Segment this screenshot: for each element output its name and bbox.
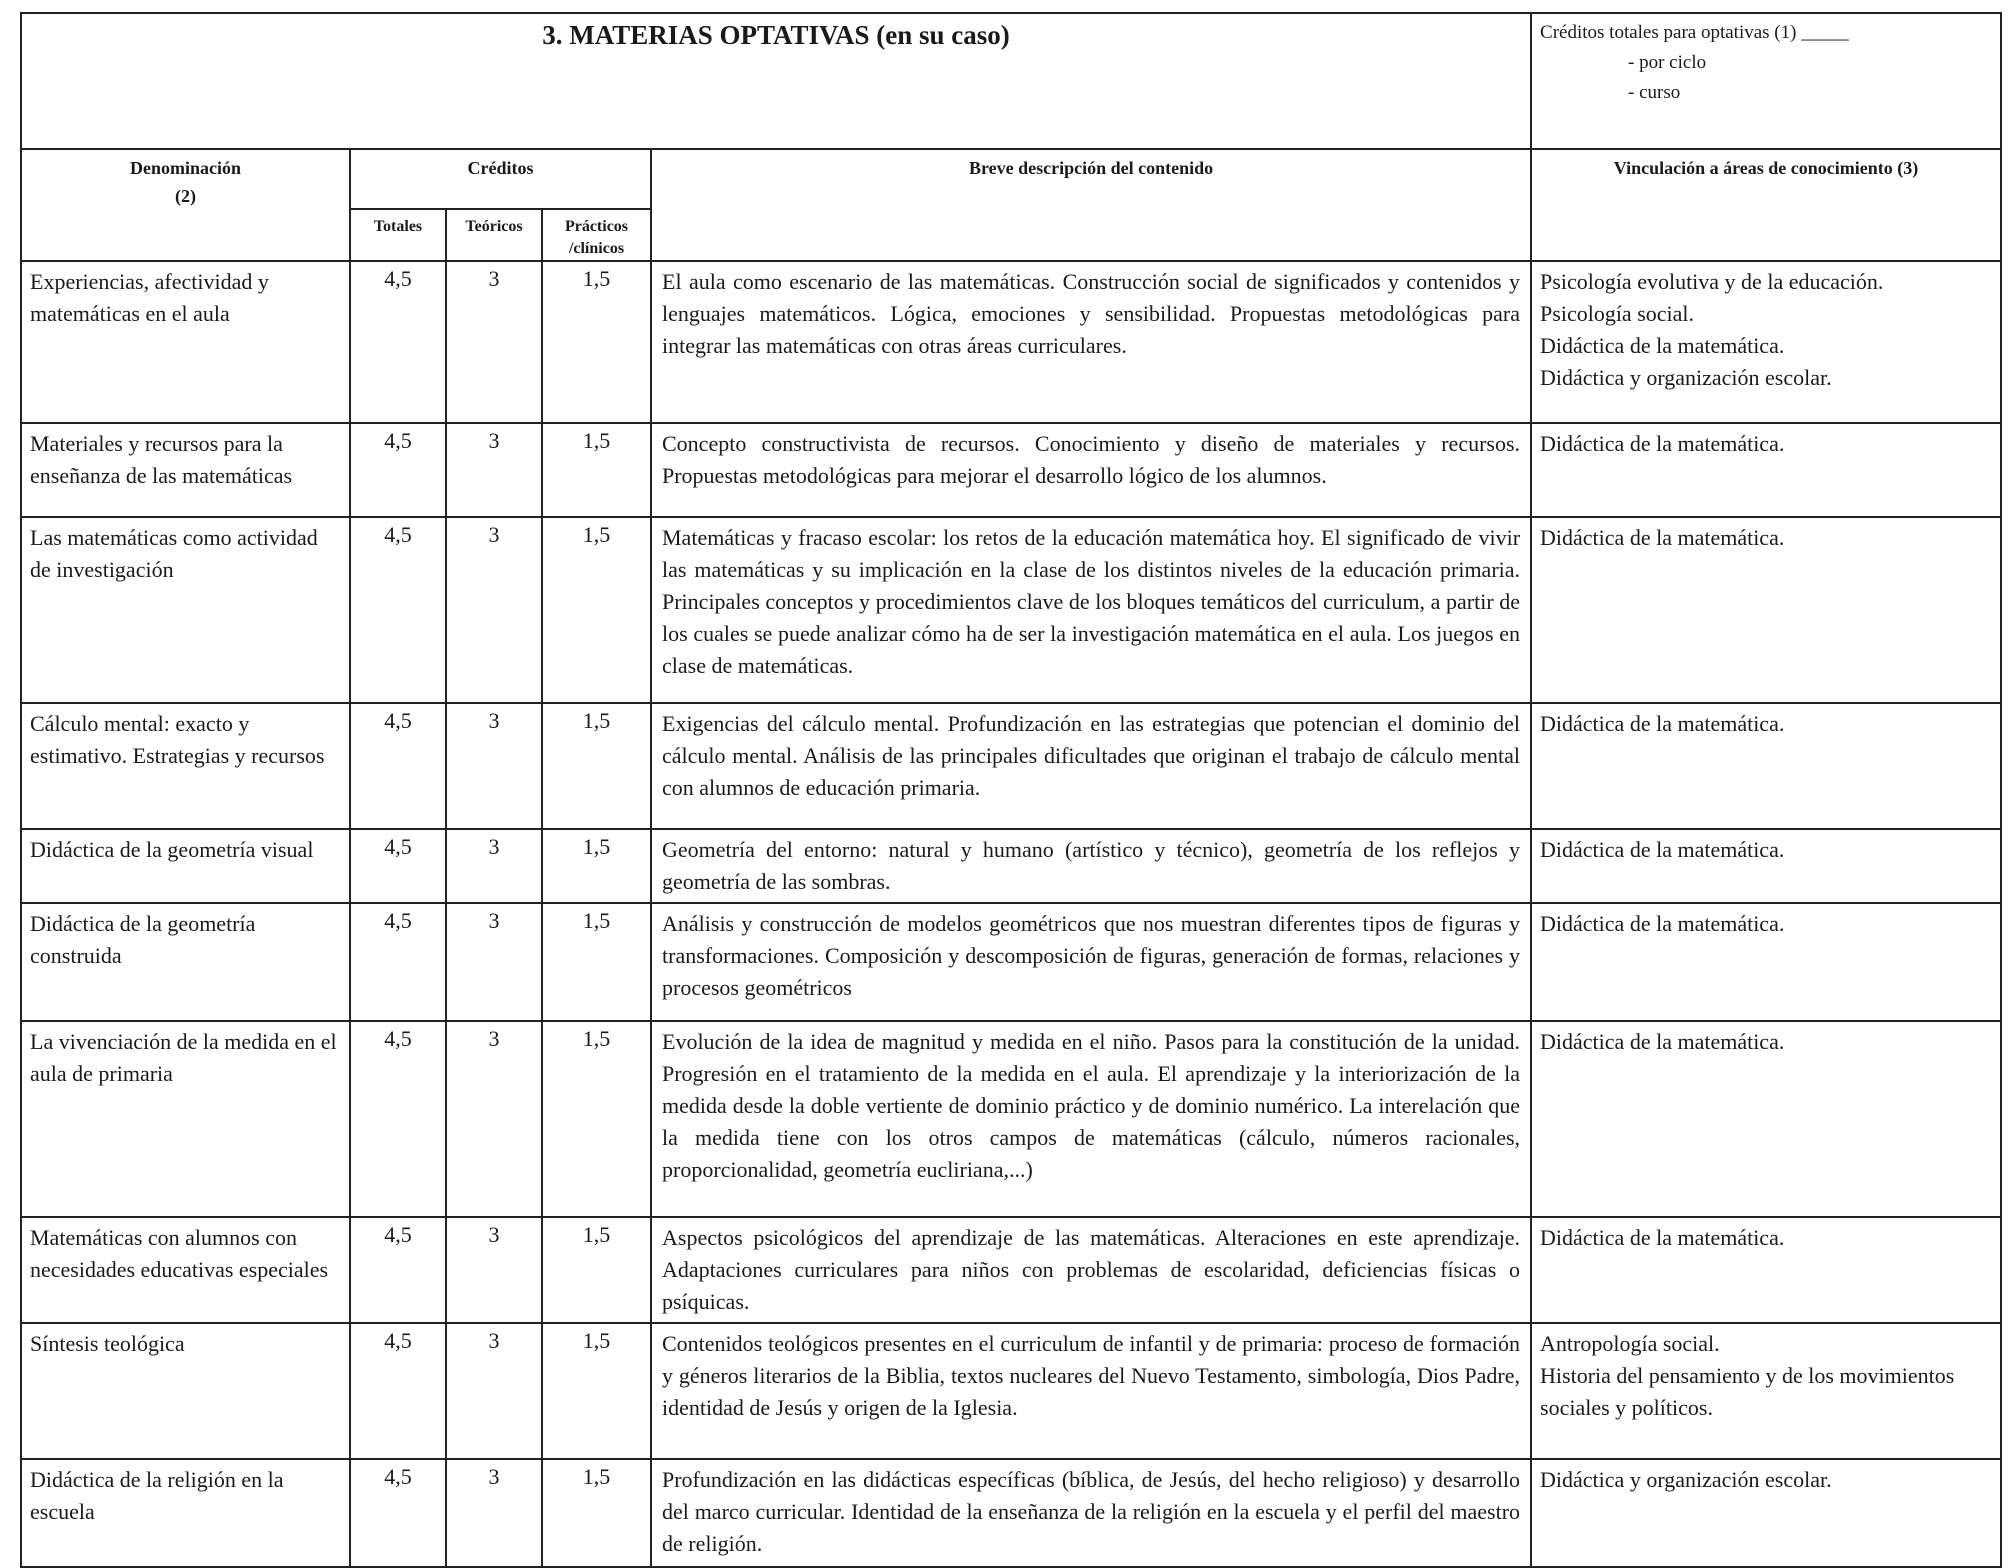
descripcion-header: Breve descripción del contenido (651, 149, 1531, 261)
area-conocimiento: Didáctica de la matemática. (1540, 837, 1785, 862)
creditos-totales-box (1531, 13, 2001, 149)
area-conocimiento-cell (1531, 423, 2001, 517)
creditos-totales: 4,5 (350, 1021, 446, 1217)
creditos-totales: 4,5 (350, 903, 446, 1021)
denominacion-label: Denominación (129, 158, 241, 178)
creditos-teoricos: 3 (446, 517, 542, 703)
denominacion-header (21, 149, 350, 261)
table-row (21, 1217, 2001, 1323)
materia-description: Geometría del entorno: natural y humano (artístico y técnico), geometría de los reflejos y geometría de las sombras. (651, 829, 1531, 903)
area-conocimiento: Historia del pensamiento y de los movimientos sociales y políticos. (1540, 1363, 1955, 1420)
table-row (21, 903, 2001, 1021)
area-conocimiento: Didáctica de la matemática. (1540, 431, 1785, 456)
materia-name: Didáctica de la geometría visual (21, 829, 350, 903)
materia-description: Exigencias del cálculo mental. Profundización en las estrategias que potencian el dominio del cálculo mental. Análisis de las principales dificultades que originan el trabajo de cálculo mental con alumnos de educación primaria. (651, 703, 1531, 829)
creditos-teoricos: 3 (446, 829, 542, 903)
creditos-teoricos: 3 (446, 703, 542, 829)
table-row (21, 261, 2001, 423)
column-header-row (21, 149, 2001, 209)
materia-name: Las matemáticas como actividad de investigación (21, 517, 350, 703)
materia-name: Didáctica de la geometría construida (21, 903, 350, 1021)
creditos-teoricos: 3 (446, 261, 542, 423)
area-conocimiento-cell (1531, 903, 2001, 1021)
creditos-practicos: 1,5 (542, 261, 651, 423)
area-conocimiento: Didáctica y organización escolar. (1540, 1467, 1832, 1492)
materia-description: El aula como escenario de las matemáticas. Construcción social de significados y contenidos y lenguajes matemáticos. Lógica, emociones y sensibilidad. Propuestas metodológicas para integrar las matemáticas con otras áreas curriculares. (651, 261, 1531, 423)
section-title: 3. MATERIAS OPTATIVAS (en su caso) (21, 13, 1531, 149)
materia-description: Contenidos teológicos presentes en el curriculum de infantil y de primaria: proceso de formación y géneros literarios de la Biblia, textos nucleares del Nuevo Testamento, simbología, Dios Padre, identidad de Jesús y origen de la Iglesia. (651, 1323, 1531, 1459)
area-conocimiento-cell (1531, 517, 2001, 703)
curso-label: - curso (1628, 82, 1681, 103)
materia-name: La vivenciación de la medida en el aula de primaria (21, 1021, 350, 1217)
creditos-totales: 4,5 (350, 1323, 446, 1459)
area-conocimiento: Didáctica de la matemática. (1540, 711, 1785, 736)
creditos-teoricos: 3 (446, 1459, 542, 1567)
area-conocimiento: Psicología social. (1540, 301, 1695, 326)
creditos-totales: 4,5 (350, 703, 446, 829)
title-row (21, 13, 2001, 149)
creditos-totales: 4,5 (350, 261, 446, 423)
creditos-practicos: 1,5 (542, 903, 651, 1021)
practicos-header: Prácticos /clínicos (542, 209, 651, 261)
table-row (21, 423, 2001, 517)
creditos-totales: 4,5 (350, 517, 446, 703)
creditos-totales: 4,5 (350, 1217, 446, 1323)
creditos-practicos: 1,5 (542, 703, 651, 829)
creditos-totales-label: Créditos totales para optativas (1) _____ (1540, 22, 1849, 43)
area-conocimiento: Didáctica de la matemática. (1540, 525, 1785, 550)
table-row (21, 1021, 2001, 1217)
area-conocimiento: Didáctica de la matemática. (1540, 1225, 1785, 1250)
area-conocimiento: Didáctica de la matemática. (1540, 333, 1785, 358)
table-row (21, 517, 2001, 703)
area-conocimiento-cell (1531, 1217, 2001, 1323)
creditos-practicos: 1,5 (542, 423, 651, 517)
materia-name: Materiales y recursos para la enseñanza de las matemáticas (21, 423, 350, 517)
totales-header: Totales (350, 209, 446, 261)
creditos-teoricos: 3 (446, 1021, 542, 1217)
por-ciclo-label: - por ciclo (1628, 52, 1707, 73)
creditos-practicos: 1,5 (542, 1021, 651, 1217)
materia-description: Matemáticas y fracaso escolar: los retos de la educación matemática hoy. El significado de vivir las matemáticas y su implicación en la clase de los distintos niveles de la educación primaria. Principales conceptos y procedimientos clave de los bloques temáticos del curriculum, a partir de los cuales se puede analizar cómo ha de ser la investigación matemática en el aula. Los juegos en clase de matemáticas. (651, 517, 1531, 703)
materia-description: Concepto constructivista de recursos. Conocimiento y diseño de materiales y recursos. Propuestas metodológicas para mejorar el desarrollo lógico de los alumnos. (651, 423, 1531, 517)
vinculacion-header: Vinculación a áreas de conocimiento (3) (1531, 149, 2001, 261)
materia-name: Síntesis teológica (21, 1323, 350, 1459)
area-conocimiento: Antropología social. (1540, 1331, 1720, 1356)
area-conocimiento: Didáctica de la matemática. (1540, 1029, 1785, 1054)
area-conocimiento-cell (1531, 1459, 2001, 1567)
materia-name: Cálculo mental: exacto y estimativo. Estrategias y recursos (21, 703, 350, 829)
creditos-teoricos: 3 (446, 1323, 542, 1459)
table-row (21, 829, 2001, 903)
area-conocimiento-cell (1531, 1323, 2001, 1459)
table-row (21, 1323, 2001, 1459)
creditos-totales: 4,5 (350, 423, 446, 517)
materia-name: Experiencias, afectividad y matemáticas en el aula (21, 261, 350, 423)
area-conocimiento-cell (1531, 703, 2001, 829)
area-conocimiento: Psicología evolutiva y de la educación. (1540, 269, 1884, 294)
creditos-totales: 4,5 (350, 829, 446, 903)
creditos-practicos: 1,5 (542, 1459, 651, 1567)
creditos-practicos: 1,5 (542, 517, 651, 703)
creditos-practicos: 1,5 (542, 829, 651, 903)
creditos-teoricos: 3 (446, 903, 542, 1021)
area-conocimiento-cell (1531, 1021, 2001, 1217)
creditos-practicos: 1,5 (542, 1217, 651, 1323)
creditos-teoricos: 3 (446, 1217, 542, 1323)
materia-name: Didáctica de la religión en la escuela (21, 1459, 350, 1567)
area-conocimiento-cell (1531, 829, 2001, 903)
table-row (21, 1459, 2001, 1567)
area-conocimiento: Didáctica de la matemática. (1540, 911, 1785, 936)
area-conocimiento: Didáctica y organización escolar. (1540, 365, 1832, 390)
materia-description: Análisis y construcción de modelos geométricos que nos muestran diferentes tipos de figuras y transformaciones. Composición y descomposición de figuras, generación de formas, relaciones y procesos geométricos (651, 903, 1531, 1021)
materia-description: Evolución de la idea de magnitud y medida en el niño. Pasos para la constitución de la unidad. Progresión en el tratamiento de la medida en el aula. El aprendizaje y la interiorización de la medida desde la doble vertiente de dominio práctico y de dominio numérico. La interelación que la medida tiene con los otros campos de matemáticas (cálculo, números racionales, proporcionalidad, geometría eucliriana,...) (651, 1021, 1531, 1217)
document-page (20, 12, 2000, 1568)
table-row (21, 703, 2001, 829)
creditos-header: Créditos (350, 149, 651, 209)
materia-description: Profundización en las didácticas específicas (bíblica, de Jesús, del hecho religioso) y desarrollo del marco curricular. Identidad de la enseñanza de la religión en la escuela y el perfil del maestro de religión. (651, 1459, 1531, 1567)
optativas-table (20, 12, 2002, 1568)
creditos-totales: 4,5 (350, 1459, 446, 1567)
denominacion-note: (2) (175, 186, 196, 206)
teoricos-header: Teóricos (446, 209, 542, 261)
creditos-teoricos: 3 (446, 423, 542, 517)
creditos-practicos: 1,5 (542, 1323, 651, 1459)
materia-description: Aspectos psicológicos del aprendizaje de las matemáticas. Alteraciones en este aprendizaje. Adaptaciones curriculares para niños con problemas de escolaridad, deficiencias físicas o psíquicas. (651, 1217, 1531, 1323)
area-conocimiento-cell (1531, 261, 2001, 423)
materia-name: Matemáticas con alumnos con necesidades educativas especiales (21, 1217, 350, 1323)
